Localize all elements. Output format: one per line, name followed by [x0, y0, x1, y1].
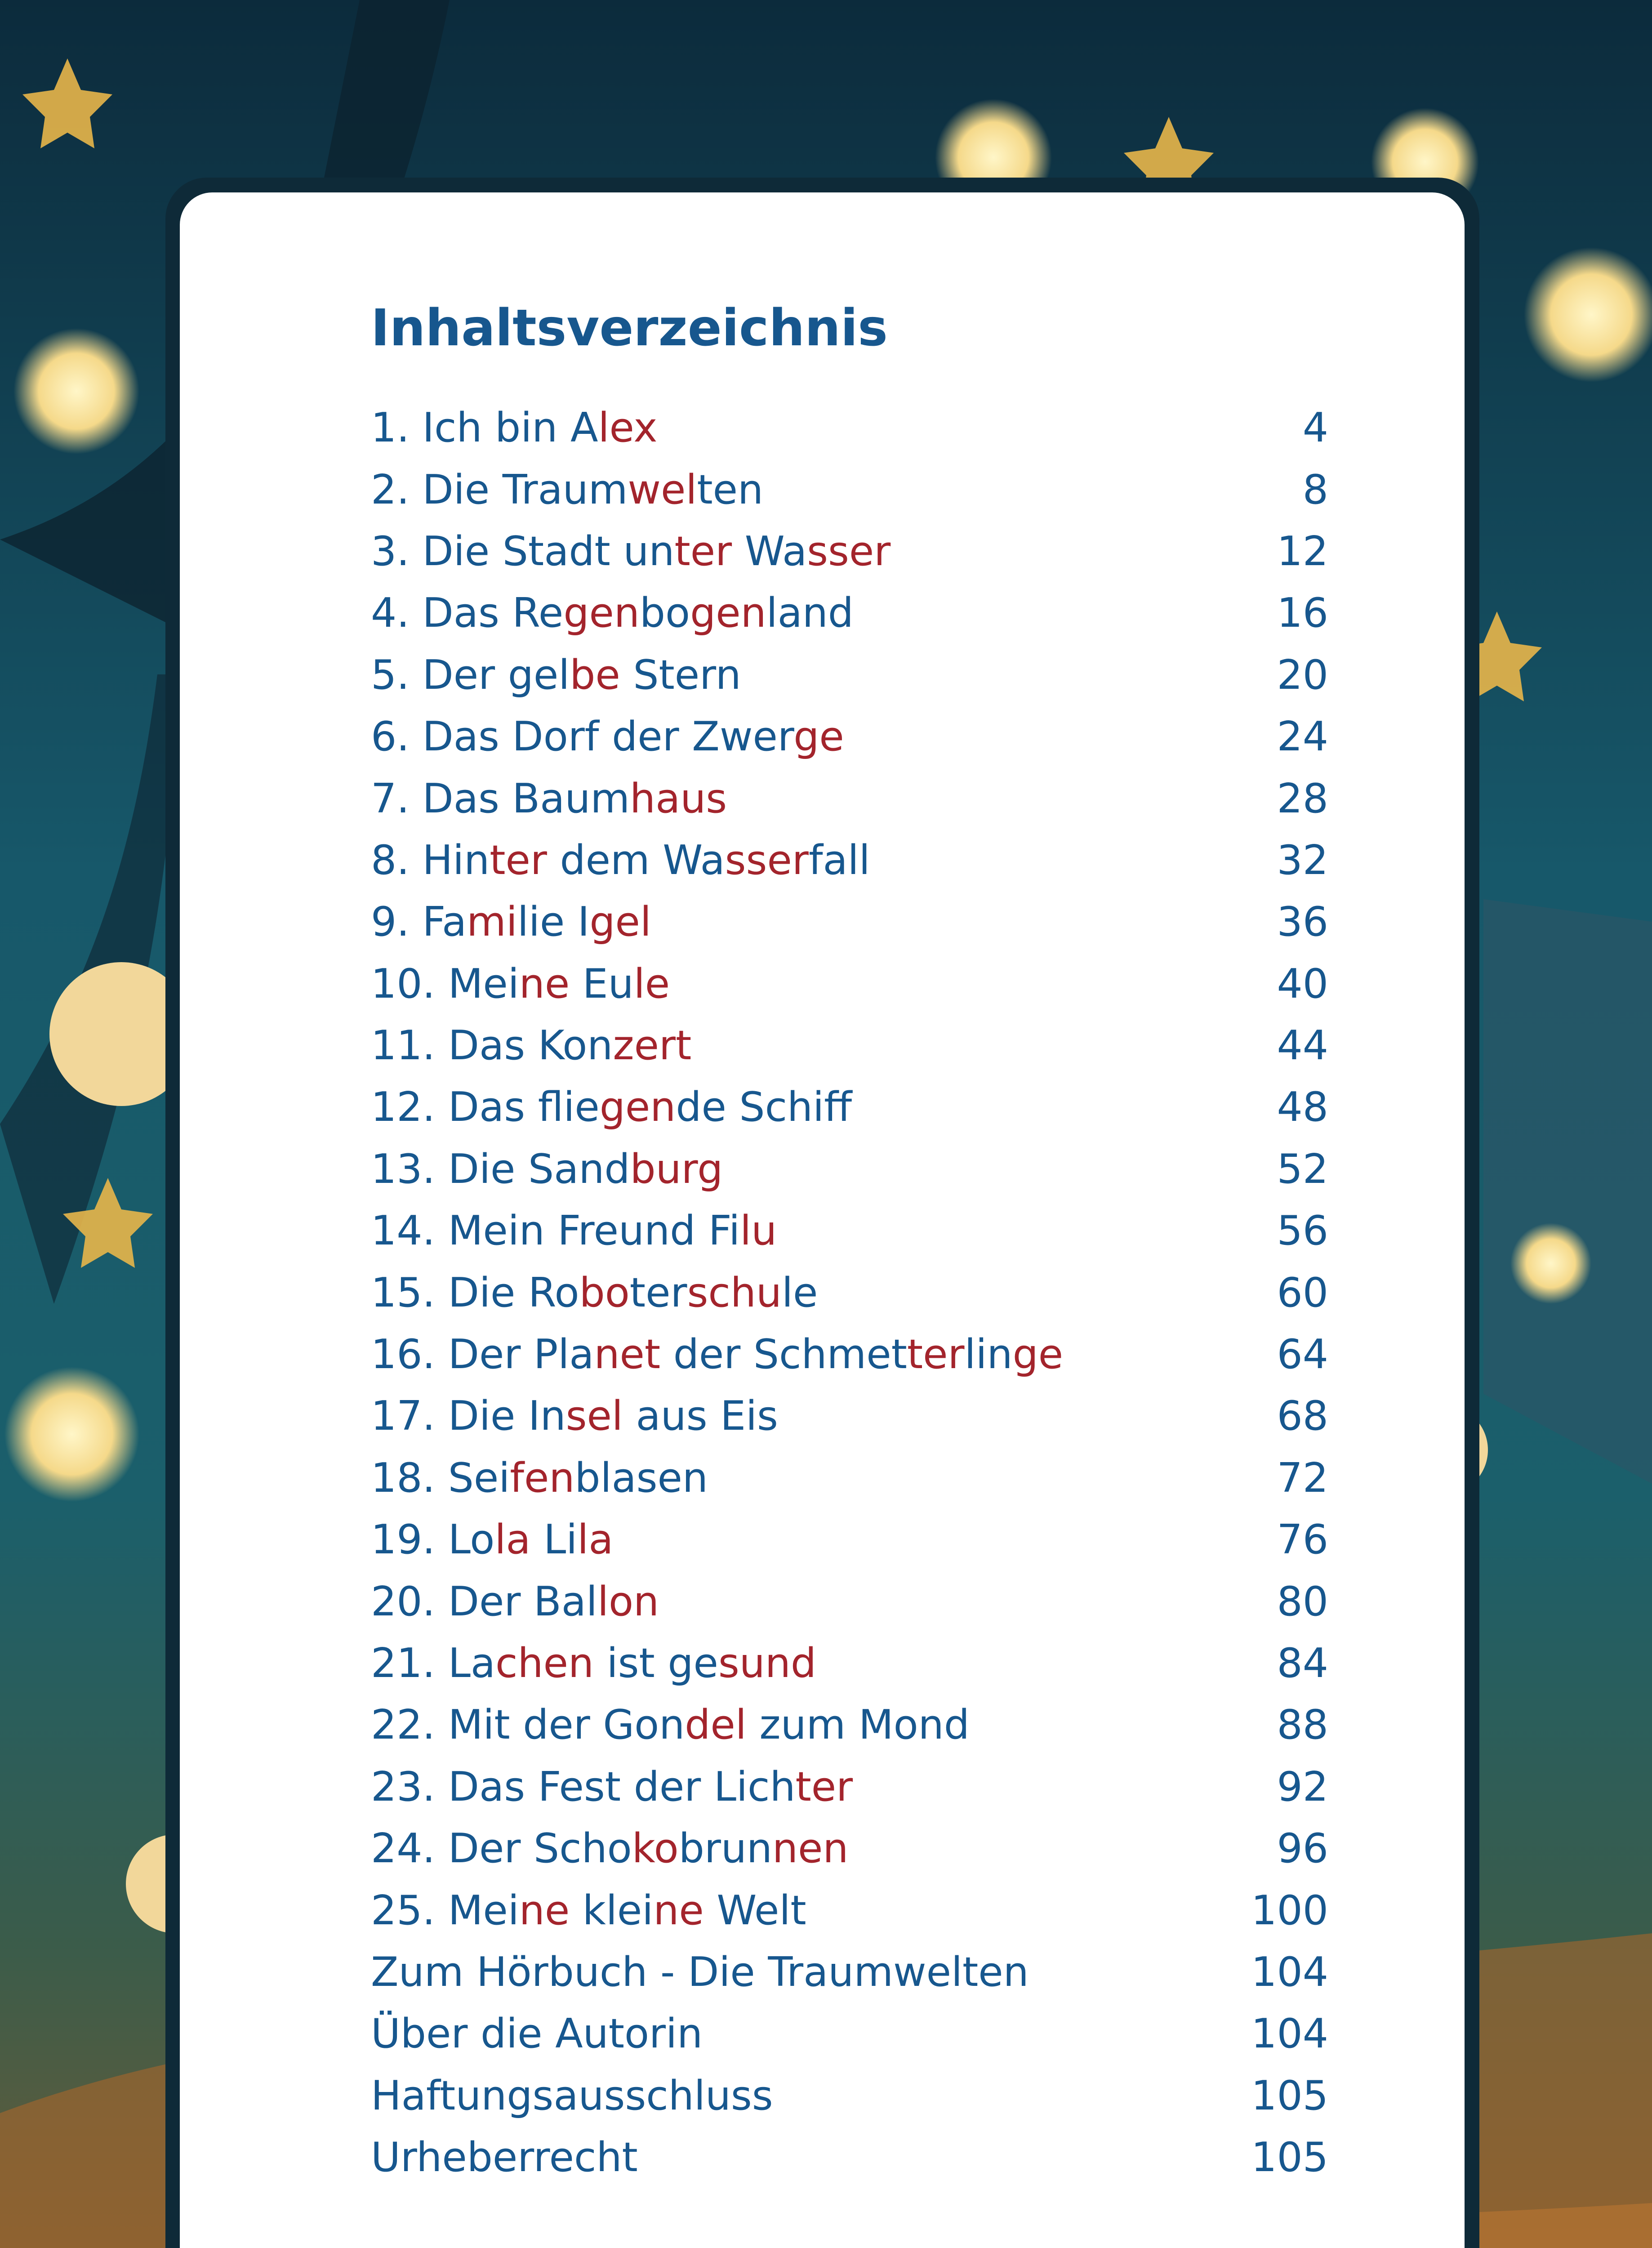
toc-entry[interactable] — [371, 2127, 1328, 2188]
toc-entry[interactable] — [371, 1632, 1328, 1694]
title-segment: Der Bal — [448, 1578, 597, 1625]
highlighted-syllable: gen — [563, 589, 640, 637]
toc-entry[interactable] — [371, 1756, 1328, 1818]
toc-entry-page-number: 92 — [1277, 1763, 1328, 1811]
toc-entry-page-number: 16 — [1277, 589, 1328, 637]
title-segment: Haftungsausschluss — [371, 2072, 773, 2119]
highlighted-syllable: sser — [807, 527, 891, 575]
toc-entry-page-number: 24 — [1277, 713, 1328, 761]
toc-entry-number: 23. — [371, 1763, 448, 1811]
highlighted-syllable: gen — [690, 589, 766, 637]
toc-entry-number: 1. — [371, 404, 423, 452]
toc-entry-page-number: 4 — [1302, 404, 1328, 452]
highlighted-syllable: ne — [653, 1887, 704, 1934]
title-segment: bo — [639, 589, 690, 637]
toc-entry-number: 7. — [371, 775, 423, 822]
table-of-contents — [371, 397, 1328, 2188]
highlighted-syllable: lu — [740, 1207, 777, 1255]
toc-entry-title — [371, 466, 763, 513]
highlighted-syllable: fen — [510, 1454, 575, 1502]
toc-entry-page-number: 88 — [1277, 1701, 1328, 1749]
toc-entry-page-number: 96 — [1277, 1825, 1328, 1873]
toc-entry-title — [371, 1578, 659, 1625]
toc-entry-title — [371, 1269, 818, 1316]
toc-entry-number: 12. — [371, 1084, 448, 1131]
toc-entry-number: 18. — [371, 1454, 448, 1502]
toc-entry-page-number: 56 — [1277, 1207, 1328, 1255]
toc-entry[interactable] — [371, 2003, 1328, 2065]
toc-entry-title — [371, 960, 670, 1008]
highlighted-syllable: mi — [467, 898, 517, 946]
title-segment: Mei — [448, 960, 519, 1008]
toc-entry-number: 22. — [371, 1701, 448, 1749]
toc-entry-number: 21. — [371, 1640, 448, 1687]
toc-entry-page-number: 76 — [1277, 1516, 1328, 1564]
title-segment: Ich bin A — [422, 404, 598, 452]
toc-entry-page-number: 105 — [1251, 2134, 1328, 2181]
toc-entry-title — [371, 1887, 806, 1934]
toc-entry[interactable] — [371, 1570, 1328, 1632]
toc-entry-number: 8. — [371, 836, 423, 884]
title-segment: lin — [964, 1331, 1013, 1378]
highlighted-syllable: burg — [630, 1145, 723, 1193]
toc-entry-title — [371, 775, 727, 822]
toc-entry-number: 16. — [371, 1331, 448, 1378]
toc-entry-title — [371, 589, 854, 637]
toc-entry-number: 4. — [371, 589, 423, 637]
toc-entry[interactable] — [371, 644, 1328, 706]
toc-entry-number: 9. — [371, 898, 423, 946]
toc-entry[interactable] — [371, 1262, 1328, 1323]
title-segment: Der Scho — [448, 1825, 632, 1873]
title-segment: Wa — [732, 527, 807, 575]
title-segment: Das flie — [448, 1084, 600, 1131]
title-segment: Über die Autorin — [371, 2010, 703, 2058]
highlighted-syllable: chen — [495, 1640, 594, 1687]
page-title: Inhaltsverzeichnis — [371, 299, 888, 357]
toc-entry[interactable] — [371, 953, 1328, 1015]
title-segment: Das Baum — [422, 775, 630, 822]
toc-entry[interactable] — [371, 1200, 1328, 1262]
toc-entry-page-number: 44 — [1277, 1022, 1328, 1070]
toc-entry[interactable] — [371, 891, 1328, 953]
toc-entry-page-number: 8 — [1302, 466, 1328, 513]
toc-entry[interactable] — [371, 1385, 1328, 1447]
toc-entry[interactable] — [371, 1447, 1328, 1509]
toc-entry-page-number: 105 — [1251, 2072, 1328, 2119]
title-segment: de Schiff — [676, 1084, 852, 1131]
title-segment: Eu — [570, 960, 634, 1008]
toc-entry[interactable] — [371, 1076, 1328, 1138]
toc-entry[interactable] — [371, 1138, 1328, 1200]
highlighted-syllable: nen — [772, 1825, 849, 1873]
toc-entry[interactable] — [371, 1818, 1328, 1879]
toc-entry-page-number: 48 — [1277, 1084, 1328, 1131]
toc-entry[interactable] — [371, 1509, 1328, 1570]
highlighted-syllable: la — [577, 1516, 614, 1564]
toc-entry-page-number: 40 — [1277, 960, 1328, 1008]
toc-entry-page-number: 100 — [1251, 1887, 1328, 1934]
toc-entry-page-number: 68 — [1277, 1392, 1328, 1440]
toc-entry-number: 20. — [371, 1578, 448, 1625]
title-segment: Urheberrecht — [371, 2134, 638, 2181]
toc-entry[interactable] — [371, 582, 1328, 644]
toc-entry-number: 17. — [371, 1392, 448, 1440]
title-segment: Welt — [704, 1887, 806, 1934]
highlighted-syllable: schu — [687, 1269, 782, 1316]
title-segment: Sei — [448, 1454, 510, 1502]
title-segment: Mei — [448, 1887, 519, 1934]
toc-entry-title — [371, 1084, 852, 1131]
highlighted-syllable: ter — [795, 1763, 853, 1811]
toc-entry[interactable] — [371, 1324, 1328, 1385]
toc-entry-title — [371, 1640, 816, 1687]
title-segment: fall — [808, 836, 870, 884]
toc-entry-page-number: 80 — [1277, 1578, 1328, 1625]
highlighted-syllable: ge — [793, 713, 844, 761]
toc-entry-number: 10. — [371, 960, 448, 1008]
highlighted-syllable: le — [633, 960, 670, 1008]
toc-entry[interactable] — [371, 459, 1328, 520]
toc-entry-title — [371, 898, 651, 946]
title-segment: Die Ro — [448, 1269, 579, 1316]
title-segment: Mit der Gon — [448, 1701, 685, 1749]
highlighted-syllable: bo — [579, 1269, 630, 1316]
toc-entry-title — [371, 1146, 723, 1193]
highlighted-syllable: net — [594, 1331, 661, 1378]
toc-entry[interactable] — [371, 706, 1328, 767]
toc-entry-title — [371, 2134, 638, 2181]
title-segment: Li — [530, 1516, 578, 1564]
toc-entry-title — [371, 837, 870, 884]
toc-entry[interactable] — [371, 1941, 1328, 2003]
title-segment: Die Sand — [448, 1145, 630, 1193]
highlighted-syllable: gen — [599, 1084, 676, 1131]
title-segment: brun — [678, 1825, 772, 1873]
toc-entry-number: 24. — [371, 1825, 448, 1873]
title-segment: Der gel — [422, 651, 570, 699]
highlighted-syllable: ter — [490, 836, 547, 884]
toc-entry-title — [371, 651, 741, 699]
highlighted-syllable: haus — [630, 775, 727, 822]
title-segment: Die In — [448, 1392, 566, 1440]
highlighted-syllable: gel — [589, 898, 651, 946]
toc-entry[interactable] — [371, 1879, 1328, 1941]
toc-entry[interactable] — [371, 397, 1328, 459]
toc-entry[interactable] — [371, 2065, 1328, 2127]
toc-entry-page-number: 36 — [1277, 898, 1328, 946]
toc-entry-number: 6. — [371, 713, 423, 761]
toc-entry-title — [371, 1022, 691, 1069]
toc-entry-page-number: 28 — [1277, 775, 1328, 822]
toc-entry-page-number: 64 — [1277, 1331, 1328, 1378]
title-segment: Der Pla — [448, 1331, 594, 1378]
highlighted-syllable: lex — [598, 404, 658, 452]
toc-entry-title — [371, 528, 891, 575]
title-segment: lie I — [517, 898, 590, 946]
highlighted-syllable: del — [685, 1701, 747, 1749]
title-segment: land — [766, 589, 854, 637]
title-segment: blasen — [574, 1454, 708, 1502]
toc-entry-page-number: 104 — [1251, 2010, 1328, 2058]
toc-entry-page-number: 60 — [1277, 1269, 1328, 1316]
toc-entry-number: 2. — [371, 466, 423, 513]
toc-entry-page-number: 20 — [1277, 651, 1328, 699]
toc-entry-title — [371, 404, 658, 451]
title-segment: Zum Hörbuch - Die Traumwelten — [371, 1948, 1029, 1996]
toc-entry-page-number: 12 — [1277, 527, 1328, 575]
highlighted-syllable: la — [494, 1516, 531, 1564]
highlighted-syllable: sel — [566, 1392, 623, 1440]
toc-entry-page-number: 32 — [1277, 836, 1328, 884]
highlighted-syllable: ge — [1012, 1331, 1064, 1378]
title-segment: Das Re — [422, 589, 564, 637]
title-segment: ten — [697, 466, 764, 513]
toc-entry-page-number: 52 — [1277, 1145, 1328, 1193]
highlighted-syllable: sund — [718, 1640, 816, 1687]
toc-entry-title — [371, 1516, 613, 1563]
title-segment: Mein Freund Fi — [448, 1207, 740, 1255]
title-segment: Stern — [620, 651, 741, 699]
toc-entry-title — [371, 1207, 777, 1254]
title-segment: klei — [570, 1887, 654, 1934]
highlighted-syllable: be — [570, 651, 620, 699]
title-segment: Hin — [422, 836, 490, 884]
toc-entry-title — [371, 2072, 773, 2119]
toc-entry[interactable] — [371, 1694, 1328, 1756]
title-segment: Die Traum — [422, 466, 628, 513]
toc-entry-number: 25. — [371, 1887, 448, 1934]
title-segment: Das Fest der Lich — [448, 1763, 796, 1811]
highlighted-syllable: sser — [725, 836, 809, 884]
toc-entry[interactable] — [371, 767, 1328, 829]
toc-entry-page-number: 84 — [1277, 1640, 1328, 1687]
highlighted-syllable: ko — [632, 1825, 679, 1873]
title-segment: zum Mond — [746, 1701, 970, 1749]
toc-entry-title — [371, 1763, 853, 1811]
toc-entry[interactable] — [371, 830, 1328, 891]
title-segment: Lo — [448, 1516, 495, 1564]
highlighted-syllable: ter — [674, 527, 732, 575]
highlighted-syllable: wel — [628, 466, 697, 513]
toc-entry-number: 14. — [371, 1207, 448, 1255]
toc-entry-title — [371, 1825, 848, 1872]
title-segment: dem Wa — [547, 836, 725, 884]
highlighted-syllable: ter — [907, 1331, 965, 1378]
title-segment: le — [781, 1269, 818, 1316]
toc-entry-number: 13. — [371, 1145, 448, 1193]
toc-entry-title — [371, 1949, 1029, 1996]
title-segment: Das Dorf der Zwer — [422, 713, 794, 761]
toc-entry-title — [371, 1331, 1063, 1378]
toc-entry-page-number: 104 — [1251, 1948, 1328, 1996]
title-segment: der Schmet — [660, 1331, 907, 1378]
title-segment: aus Eis — [623, 1392, 778, 1440]
highlighted-syllable: zert — [613, 1022, 692, 1070]
title-segment: ter — [629, 1269, 687, 1316]
title-segment: Fa — [422, 898, 467, 946]
highlighted-syllable: ne — [519, 1887, 570, 1934]
toc-entry-page-number: 72 — [1277, 1454, 1328, 1502]
toc-entry-number: 11. — [371, 1022, 448, 1070]
toc-entry-number: 15. — [371, 1269, 448, 1316]
toc-entry-number: 5. — [371, 651, 423, 699]
toc-entry-title — [371, 1701, 970, 1748]
toc-entry-title — [371, 1392, 778, 1440]
toc-entry-title — [371, 1454, 708, 1502]
toc-entry-number: 3. — [371, 527, 423, 575]
highlighted-syllable: ne — [519, 960, 570, 1008]
toc-entry-number: 19. — [371, 1516, 448, 1564]
title-segment: La — [448, 1640, 496, 1687]
title-segment: ist ge — [593, 1640, 718, 1687]
toc-entry-title — [371, 2010, 703, 2057]
title-segment: Das Kon — [448, 1022, 613, 1070]
title-segment: Die Stadt un — [422, 527, 675, 575]
toc-entry-title — [371, 713, 844, 760]
highlighted-syllable: lon — [597, 1578, 659, 1625]
toc-entry[interactable] — [371, 521, 1328, 582]
toc-entry[interactable] — [371, 1015, 1328, 1076]
